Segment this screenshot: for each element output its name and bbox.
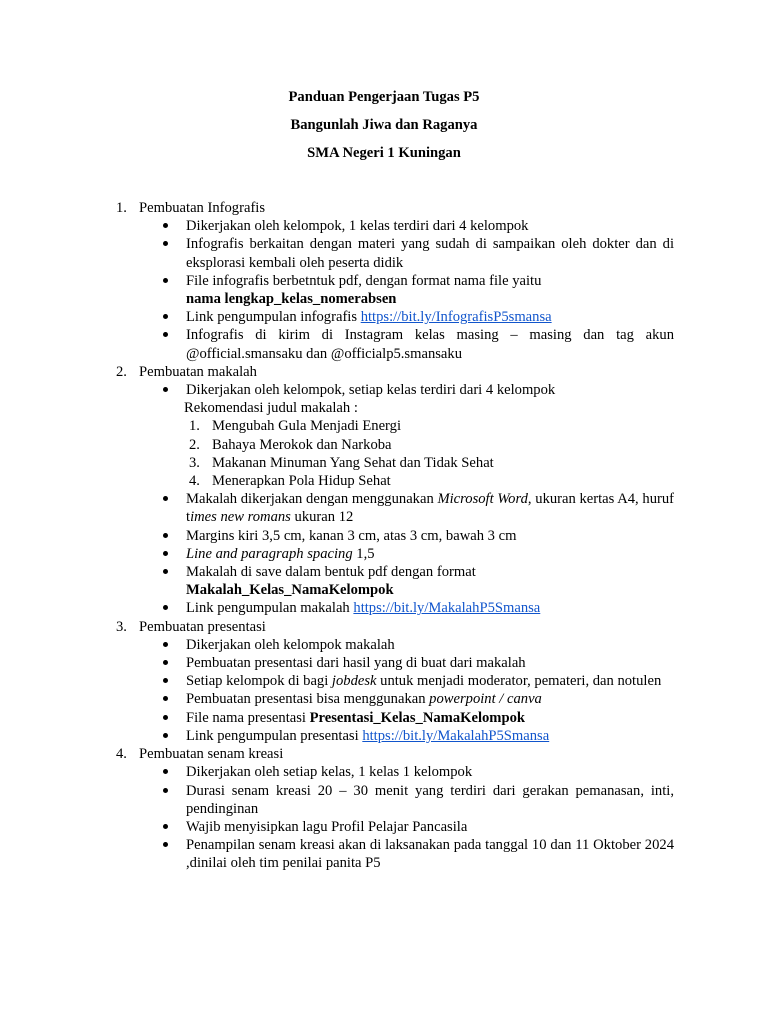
section-number: 2. [116, 363, 127, 380]
section-makalah [116, 363, 674, 381]
list-item: Link pengumpulan makalah https://bit.ly/MakalahP5Smansa [116, 599, 674, 617]
doc-subtitle: Bangunlah Jiwa dan Raganya [290, 117, 478, 133]
list-item: Setiap kelompok di bagi jobdesk untuk menjadi moderator, pemateri, dan notulen [116, 672, 674, 690]
topic-item: 4. Menerapkan Pola Hidup Sehat [189, 473, 391, 490]
makalah-link[interactable]: https://bit.ly/MakalahP5Smansa [353, 600, 541, 617]
bullet-icon [163, 788, 168, 793]
list-item: Margins kiri 3,5 cm, kanan 3 cm, atas 3 cm, bawah 3 cm [116, 527, 674, 545]
list-item: Pembuatan presentasi dari hasil yang di buat dari makalah [116, 654, 674, 672]
bullet-icon [163, 278, 168, 283]
infografis-link[interactable]: https://bit.ly/InfografisP5smansa [360, 309, 552, 326]
list-item: Pembuatan presentasi bisa menggunakan powerpoint / canva [116, 690, 674, 708]
document-body [116, 199, 674, 873]
section-number: 4. [116, 746, 127, 763]
doc-school: SMA Negeri 1 Kuningan [307, 145, 461, 161]
bullet-icon [163, 696, 168, 701]
list-item: Infografis di kirim di Instagram kelas masing – masing dan tag akun @official.smansaku dan @officialp5.smansaku [116, 326, 674, 362]
presentasi-link[interactable]: https://bit.ly/MakalahP5Smansa [362, 727, 550, 744]
filename-format: Makalah_Kelas_NamaKelompok [186, 582, 394, 599]
list-item: File infografis berbetntuk pdf, dengan format nama file yaitu nama lengkap_kelas_nomerabsen [116, 272, 674, 308]
bullet-icon [163, 496, 168, 501]
section-presentasi [116, 618, 674, 636]
list-item: Wajib menyisipkan lagu Profil Pelajar Pancasila [116, 818, 674, 836]
list-item: Makalah di save dalam bentuk pdf dengan format Makalah_Kelas_NamaKelompok [116, 563, 674, 599]
topic-item: 2. Bahaya Merokok dan Narkoba [189, 436, 392, 453]
section-title: Pembuatan makalah [139, 363, 257, 380]
list-item: Durasi senam kreasi 20 – 30 menit yang terdiri dari gerakan pemanasan, inti, pendinginan [116, 782, 674, 818]
topic-item: 3. Makanan Minuman Yang Sehat dan Tidak Sehat [189, 454, 494, 471]
list-item: Link pengumpulan infografis https://bit.ly/InfografisP5smansa [116, 308, 674, 326]
doc-title: Panduan Pengerjaan Tugas P5 [288, 89, 480, 105]
section-infografis [116, 199, 674, 217]
section-title: Pembuatan presentasi [139, 618, 266, 635]
bullet-icon [163, 824, 168, 829]
bullet-icon [163, 733, 168, 738]
list-item: File nama presentasi Presentasi_Kelas_NamaKelompok [116, 709, 674, 727]
list-item: Dikerjakan oleh kelompok, setiap kelas terdiri dari 4 kelompok [116, 381, 674, 399]
bullet-icon [163, 660, 168, 665]
list-item: Line and paragraph spacing 1,5 [116, 545, 674, 563]
bullet-icon [163, 642, 168, 647]
filename-format: Presentasi_Kelas_NamaKelompok [309, 709, 525, 726]
section-number: 1. [116, 200, 127, 216]
list-item: Dikerjakan oleh setiap kelas, 1 kelas 1 kelompok [116, 763, 674, 781]
list-item: Dikerjakan oleh kelompok makalah [116, 636, 674, 654]
bullet-icon [163, 551, 168, 556]
topic-item: 1. Mengubah Gula Menjadi Energi [189, 418, 401, 435]
bullet-icon [163, 569, 168, 574]
bullet-icon [163, 605, 168, 610]
section-number: 3. [116, 618, 127, 635]
bullet-icon [163, 533, 168, 538]
list-item: Infografis berkaitan dengan materi yang sudah di sampaikan oleh dokter dan di eksplorasi kembali oleh peserta didik [116, 235, 674, 271]
bullet-icon [163, 241, 168, 246]
list-item: Dikerjakan oleh kelompok, 1 kelas terdiri dari 4 kelompok [116, 217, 674, 235]
filename-format: nama lengkap_kelas_nomerabsen [186, 291, 397, 308]
section-title: Pembuatan Infografis [139, 200, 266, 216]
bullet-icon [163, 769, 168, 774]
bullet-icon [163, 332, 168, 337]
list-item: Makalah dikerjakan dengan menggunakan Microsoft Word, ukuran kertas A4, huruf times new romans ukuran 12 [116, 490, 674, 526]
list-item: Penampilan senam kreasi akan di laksanakan pada tanggal 10 dan 11 Oktober 2024 ,dinilai oleh tim penilai panita P5 [116, 836, 674, 872]
bullet-icon [163, 678, 168, 683]
bullet-icon [163, 387, 168, 392]
recommendation-label: Rekomendasi judul makalah : [184, 400, 358, 417]
section-title: Pembuatan senam kreasi [139, 746, 284, 763]
bullet-icon [163, 842, 168, 847]
bullet-icon [163, 715, 168, 720]
list-item: Link pengumpulan presentasi https://bit.ly/MakalahP5Smansa [116, 727, 674, 745]
section-senam [116, 745, 674, 763]
bullet-icon [163, 223, 168, 228]
bullet-icon [163, 314, 168, 319]
